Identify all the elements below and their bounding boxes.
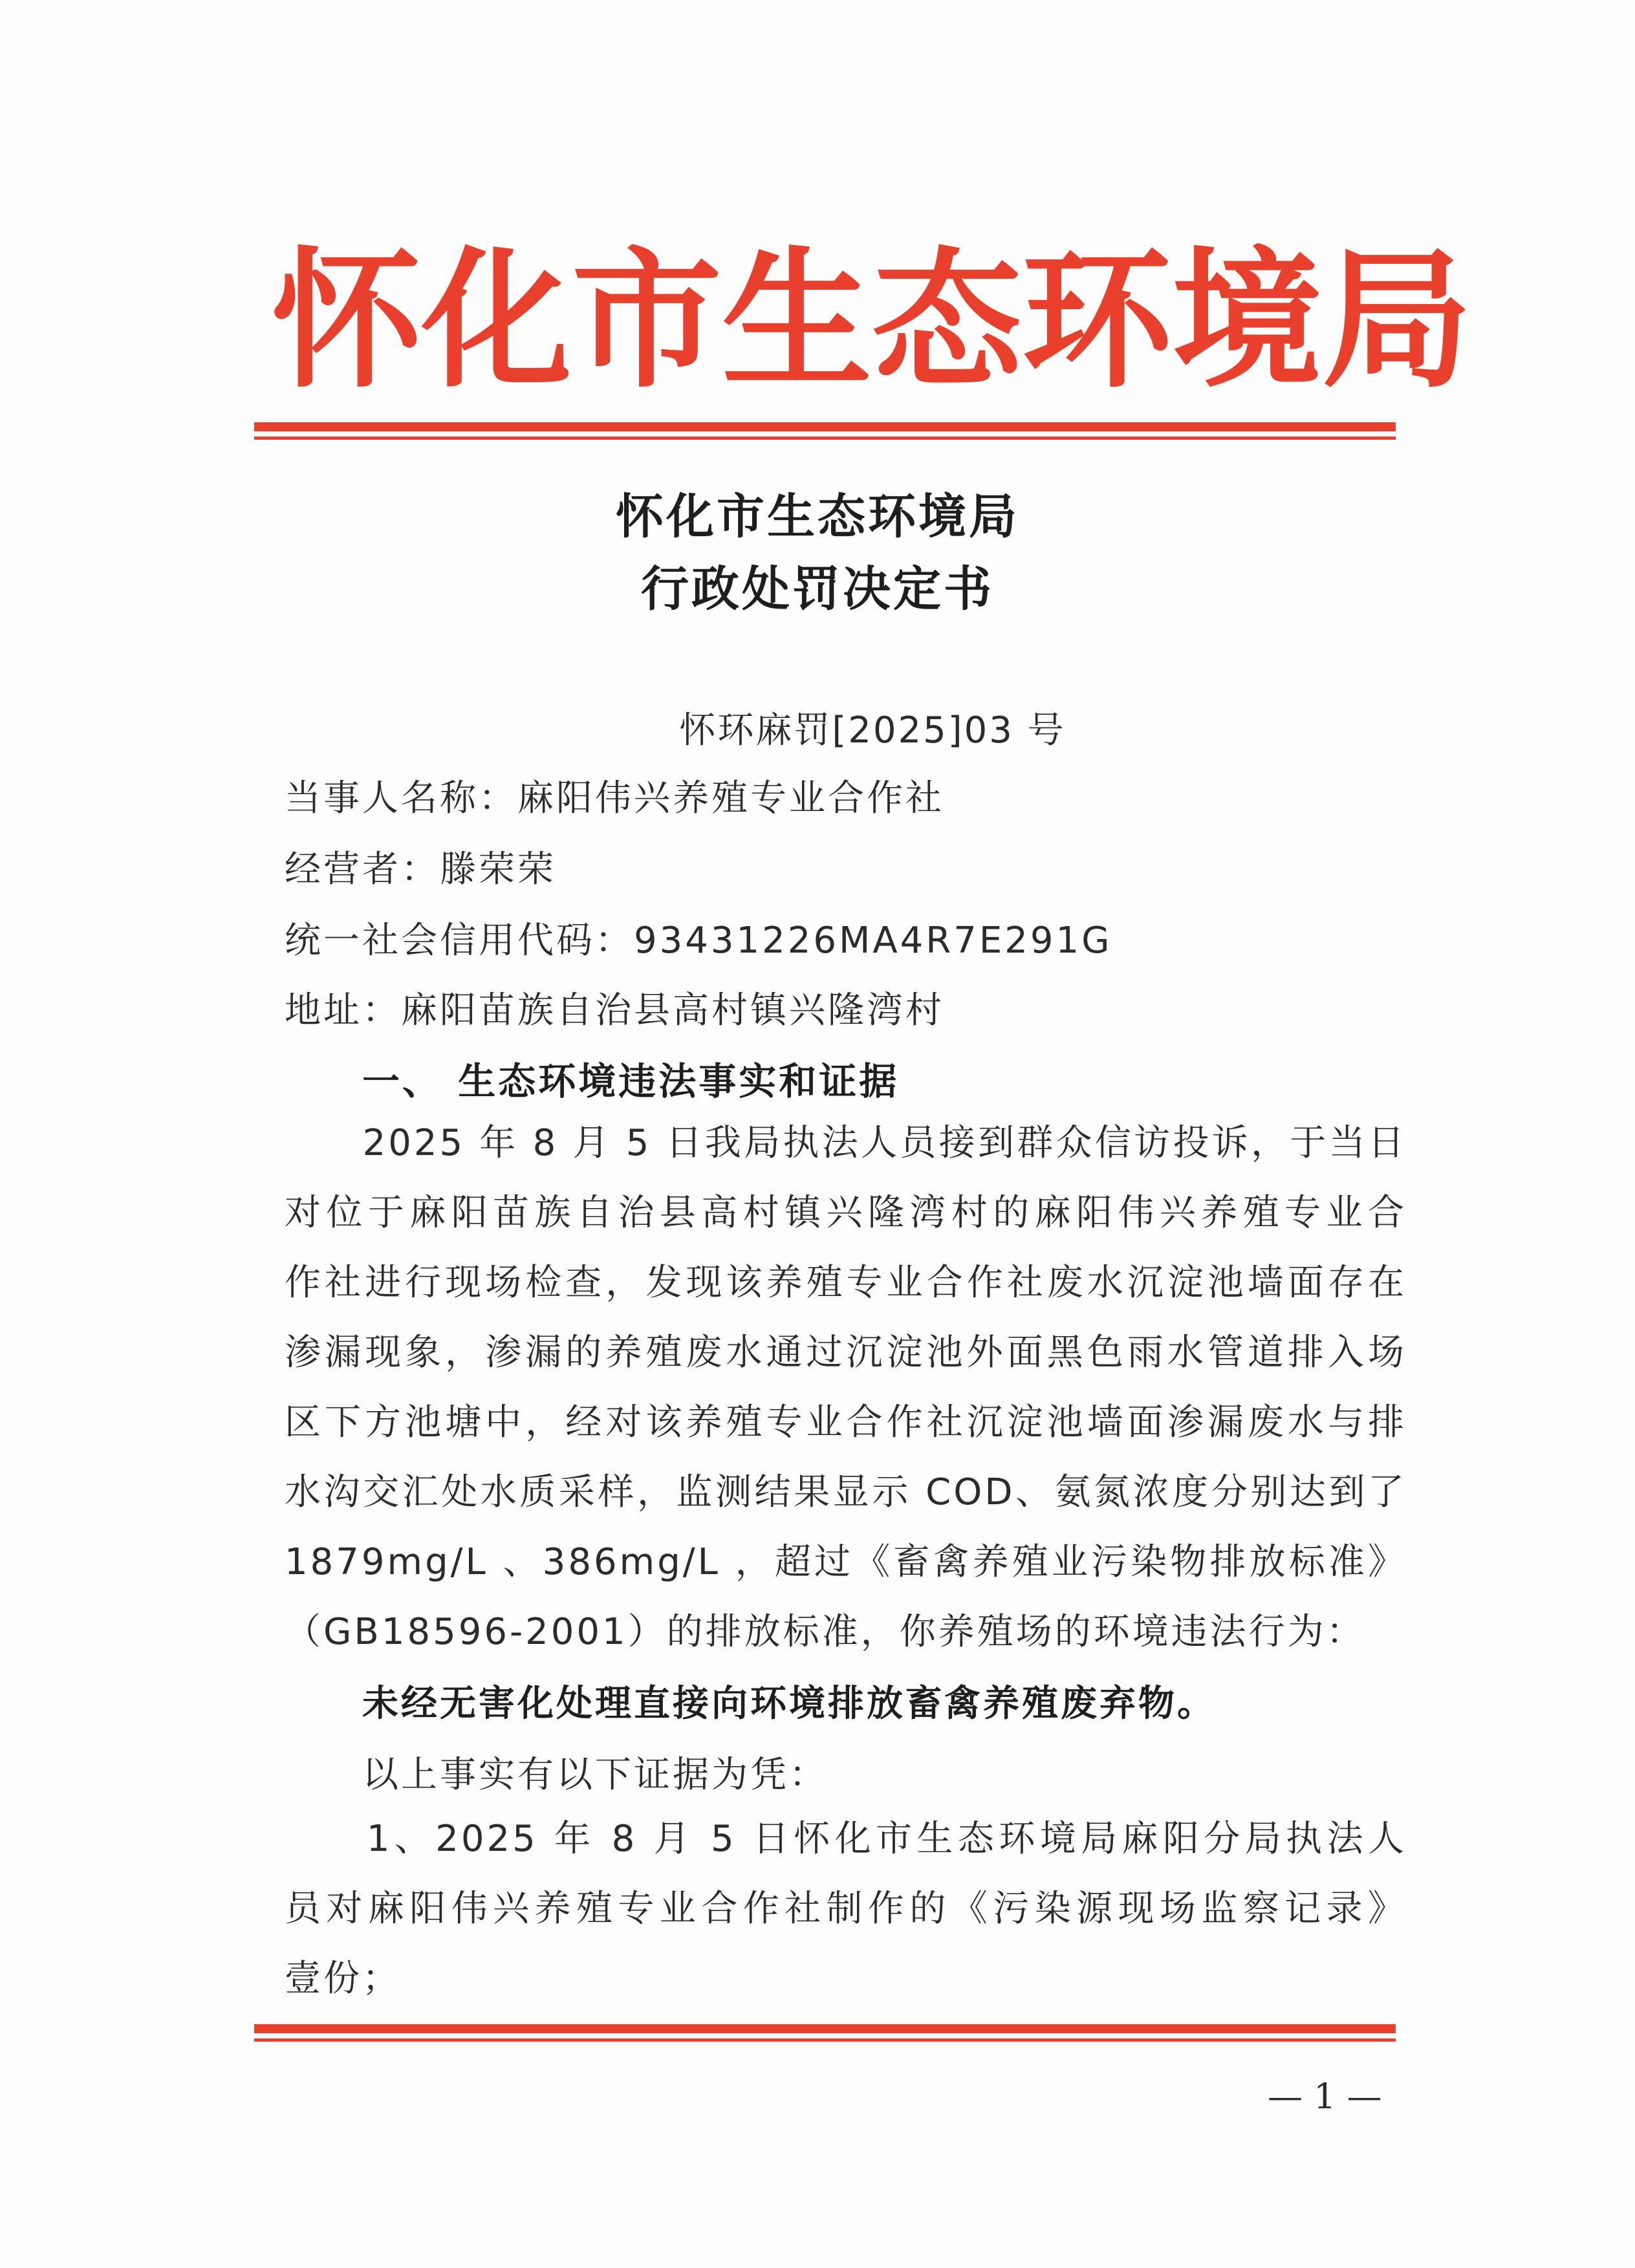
masthead-char: 市 [572, 232, 722, 408]
paragraph-line: 1、2025 年 8 月 5 日怀化市生态环境局麻阳分局执法人 [285, 1818, 1407, 1860]
masthead-char: 境 [1172, 232, 1323, 408]
party-address: 地址：麻阳苗族自治县高村镇兴隆湾村 [285, 989, 944, 1031]
masthead-char: 生 [722, 232, 872, 408]
red-divider-thick-bottom [254, 2024, 1396, 2033]
party-credit-code: 统一社会信用代码：93431226MA4R7E291G [285, 920, 1112, 962]
paragraph-line: 对位于麻阳苗族自治县高村镇兴隆湾村的麻阳伟兴养殖专业合 [285, 1192, 1407, 1234]
red-divider-thick [254, 422, 1396, 431]
paragraph-line: 2025 年 8 月 5 日我局执法人员接到群众信访投诉，于当日 [285, 1122, 1407, 1164]
red-divider-thin [254, 437, 1396, 440]
party-operator: 经营者：滕荣荣 [285, 848, 556, 891]
paragraph-line: 壹份； [285, 1958, 401, 2000]
violation-statement: 未经无害化处理直接向环境排放畜禽养殖废弃物。 [362, 1683, 1216, 1725]
masthead [272, 230, 1473, 411]
paragraph-line: 水沟交汇处水质采样，监测结果显示 COD、氨氮浓度分别达到了 [285, 1471, 1407, 1513]
masthead-char: 怀 [272, 232, 422, 408]
section-heading: 一、 生态环境违法事实和证据 [362, 1059, 900, 1103]
paragraph-line: 员对麻阳伟兴养殖专业合作社制作的《污染源现场监察记录》 [285, 1888, 1407, 1930]
title-agency: 怀化市生态环境局 [616, 489, 1019, 545]
paragraph-line: 渗漏现象，渗漏的养殖废水通过沉淀池外面黑色雨水管道排入场 [285, 1332, 1407, 1374]
masthead-char: 化 [422, 232, 572, 408]
masthead-char: 局 [1322, 232, 1473, 408]
evidence-intro: 以上事实有以下证据为凭： [362, 1754, 828, 1796]
paragraph-line: （GB18596-2001）的排放标准，你养殖场的环境违法行为： [285, 1611, 1365, 1653]
title-document-type: 行政处罚决定书 [641, 561, 994, 617]
evidence-item-1 [285, 1804, 1407, 2014]
document-number: 怀环麻罚[2025]03 号 [679, 709, 1066, 751]
masthead-char: 环 [1022, 232, 1173, 408]
paragraph-line: 区下方池塘中，经对该养殖专业合作社沉淀池墙面渗漏废水与排 [285, 1401, 1407, 1443]
page-number: — 1 — [1268, 2076, 1382, 2117]
paragraph-line: 作社进行现场检查，发现该养殖专业合作社废水沉淀池墙面存在 [285, 1262, 1407, 1304]
red-divider-thin-bottom [254, 2038, 1396, 2042]
party-name: 当事人名称：麻阳伟兴养殖专业合作社 [285, 777, 944, 819]
masthead-char: 态 [872, 232, 1023, 408]
paragraph-line: 1879mg/L 、386mg/L ，超过《畜禽养殖业污染物排放标准》 [285, 1541, 1407, 1583]
violation-facts-paragraph [285, 1108, 1407, 1667]
